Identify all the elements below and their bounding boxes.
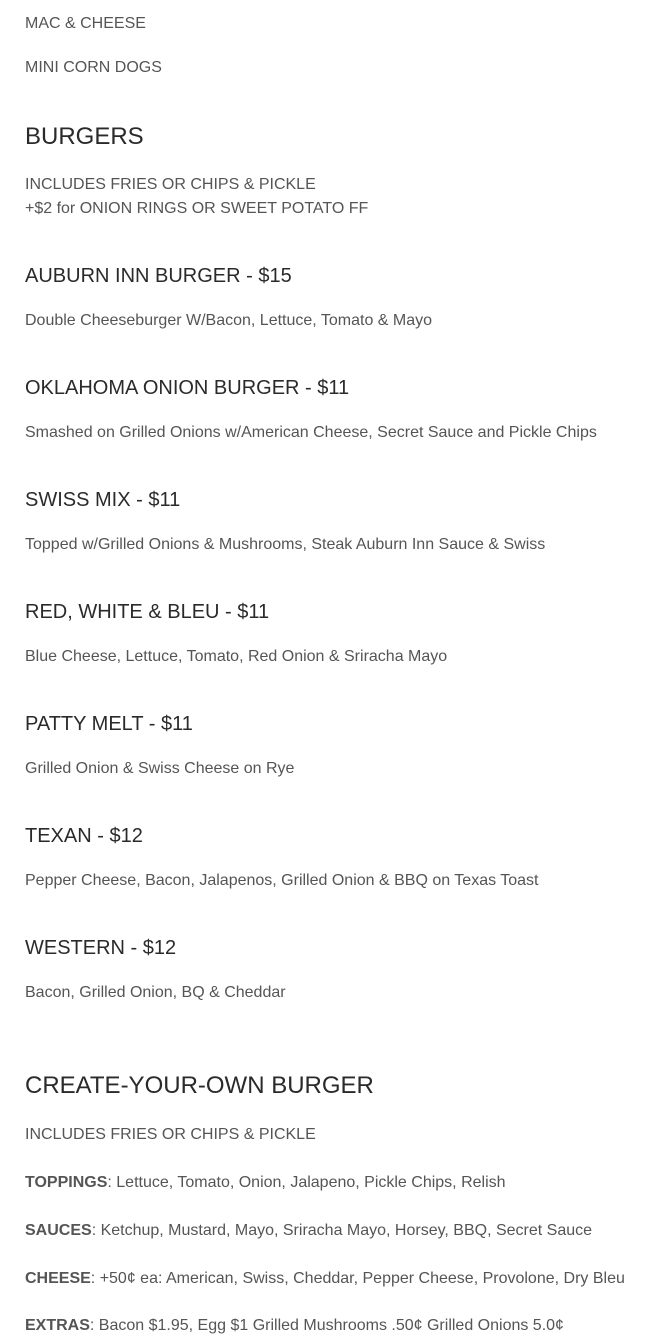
burger-description: Double Cheeseburger W/Bacon, Lettuce, Tomato & Mayo (25, 312, 433, 329)
cyo-row-label: CHEESE (25, 1270, 91, 1287)
cyo-row-label: SAUCES (25, 1222, 92, 1239)
burger-description: Bacon, Grilled Onion, BQ & Cheddar (25, 984, 286, 1001)
menu-item-mac-cheese: MAC & CHEESE (25, 15, 146, 32)
cyo-includes-note: INCLUDES FRIES OR CHIPS & PICKLE (25, 1126, 316, 1143)
cyo-row-text: : +50¢ ea: American, Swiss, Cheddar, Pepper Cheese, Provolone, Dry Bleu (90, 1270, 625, 1287)
cyo-row-text: : Bacon $1.95, Egg $1 Grilled Mushrooms .50¢ Grilled Onions 5.0¢ (89, 1317, 564, 1334)
cyo-row-sauces (25, 1219, 592, 1243)
burger-description: Pepper Cheese, Bacon, Jalapenos, Grilled Onion & BBQ on Texas Toast (25, 872, 539, 889)
burger-description: Topped w/Grilled Onions & Mushrooms, Steak Auburn Inn Sauce & Swiss (25, 536, 546, 553)
cyo-row-toppings (25, 1171, 506, 1195)
cyo-row-cheese (25, 1267, 625, 1291)
burger-title: PATTY MELT - $11 (25, 713, 193, 735)
burger-description: Smashed on Grilled Onions w/American Cheese, Secret Sauce and Pickle Chips (25, 424, 597, 441)
burgers-includes-note: INCLUDES FRIES OR CHIPS & PICKLE (25, 176, 316, 193)
cyo-row-text: : Ketchup, Mustard, Mayo, Sriracha Mayo, Horsey, BBQ, Secret Sauce (91, 1222, 593, 1239)
section-heading-create-your-own: CREATE-YOUR-OWN BURGER (25, 1072, 374, 1099)
menu-item-mini-corn-dogs: MINI CORN DOGS (25, 59, 162, 76)
burger-description: Grilled Onion & Swiss Cheese on Rye (25, 760, 295, 777)
burger-title: SWISS MIX - $11 (25, 489, 181, 511)
burger-description: Blue Cheese, Lettuce, Tomato, Red Onion & Sriracha Mayo (25, 648, 448, 665)
burger-title: OKLAHOMA ONION BURGER - $11 (25, 377, 350, 399)
burgers-upgrade-note: +$2 for ONION RINGS OR SWEET POTATO FF (25, 200, 369, 217)
cyo-row-extras (25, 1314, 564, 1338)
burger-title: RED, WHITE & BLEU - $11 (25, 601, 270, 623)
section-heading-burgers: BURGERS (25, 123, 144, 150)
cyo-row-label: TOPPINGS (25, 1174, 108, 1191)
burger-title: WESTERN - $12 (25, 937, 177, 959)
burger-title: AUBURN INN BURGER - $15 (25, 265, 292, 287)
burger-title: TEXAN - $12 (25, 825, 143, 847)
cyo-row-text: : Lettuce, Tomato, Onion, Jalapeno, Pickle Chips, Relish (107, 1174, 506, 1191)
cyo-row-label: EXTRAS (25, 1317, 90, 1334)
